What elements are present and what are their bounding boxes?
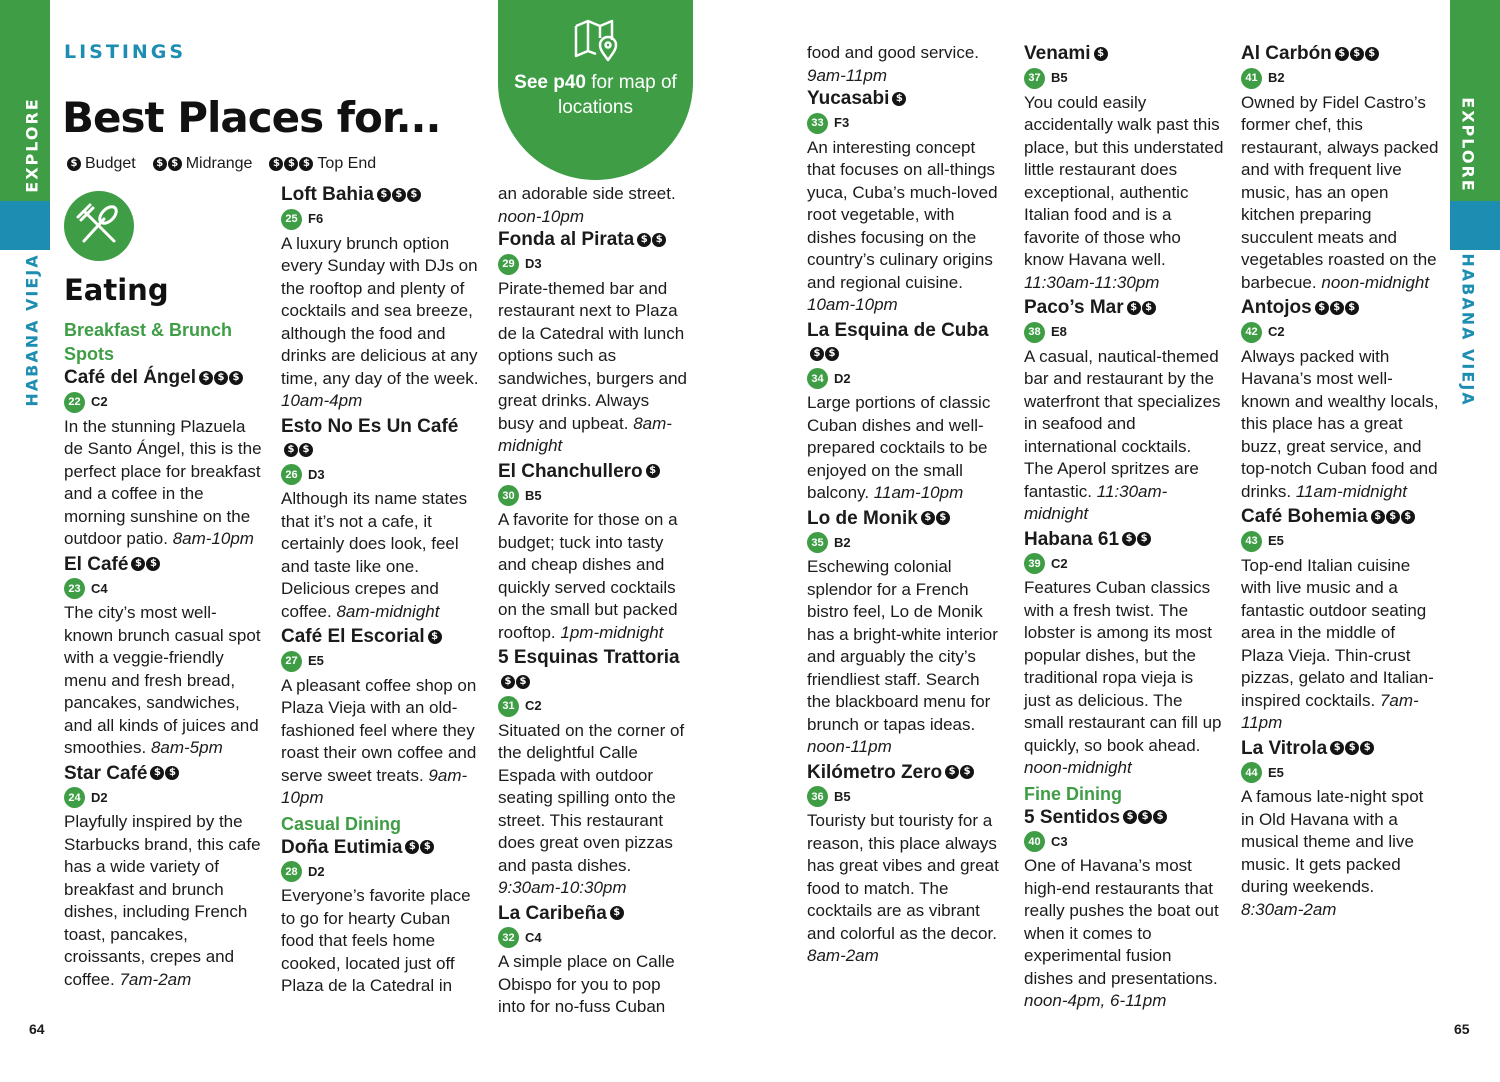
- dollar-coin-icon: $: [652, 233, 666, 247]
- opening-hours: noon-11pm: [807, 737, 892, 756]
- opening-hours: 8am-midnight: [498, 413, 672, 455]
- subheading-breakfast: Breakfast & Brunch Spots: [64, 320, 233, 364]
- dollar-coin-icon: $: [153, 157, 167, 171]
- price-rating: [501, 675, 530, 689]
- grid-reference: F3: [834, 115, 850, 130]
- listing-description: A famous late-night spot in Old Havana with a musical theme and live music. It gets packed during weekends. 8:30am-2am: [1241, 787, 1424, 919]
- opening-hours: 8:30am-2am: [1241, 899, 1337, 919]
- map-reference: [64, 787, 264, 810]
- dollar-coin-icon: $: [1345, 301, 1359, 315]
- area-side-tab: [0, 201, 50, 250]
- listing-description: An interesting concept that focuses on all-things yuca, Cuba’s much-loved root vegetable, with dishes focusing on the country’s culinary origins and regional cuisine. 10am-10pm: [807, 137, 998, 314]
- listing-entry: [1024, 528, 1224, 780]
- dollar-coin-icon: $: [284, 157, 298, 171]
- area-tab-label: HABANA VIEJA: [22, 253, 42, 407]
- listing-name: Paco’s Mar $ $: [1024, 296, 1224, 320]
- price-rating: [1330, 741, 1374, 755]
- grid-reference: C2: [91, 394, 108, 409]
- dollar-coin-icon: $: [1345, 741, 1359, 755]
- price-rating: [405, 840, 434, 854]
- map-marker: 28: [281, 861, 302, 882]
- dollar-coin-icon: $: [1127, 301, 1141, 315]
- listing-name: Lo de Monik $ $: [807, 507, 1007, 531]
- grid-reference: E8: [1051, 324, 1067, 339]
- listing-entry: [1024, 296, 1224, 526]
- grid-reference: E5: [1268, 764, 1284, 780]
- dollar-coin-icon: $: [150, 766, 164, 780]
- map-marker: 24: [64, 787, 85, 808]
- map-reference: [1241, 67, 1441, 90]
- grid-reference: B2: [1268, 70, 1285, 85]
- grid-reference: E5: [308, 653, 324, 668]
- listing-name: Fonda al Pirata $ $: [498, 228, 688, 252]
- dollar-coin-icon: $: [1330, 741, 1344, 755]
- dollar-coin-icon: $: [1330, 301, 1344, 315]
- dollar-coin-icon: $: [1094, 47, 1108, 61]
- map-marker: 29: [498, 254, 519, 275]
- listing-description: Although its name states that it’s not a cafe, it certainly does look, feel and taste like one. Delicious crepes and coffee. 8am-midnight: [281, 489, 468, 621]
- column-5: [1024, 42, 1224, 1015]
- grid-reference: C2: [525, 698, 542, 713]
- listing-name: Café Bohemia $ $ $: [1241, 505, 1441, 529]
- dollar-coin-icon: $: [284, 443, 298, 457]
- listing-entry: [498, 902, 688, 1019]
- grid-reference: B5: [1051, 70, 1068, 85]
- listing-description: Eschewing colonial splendor for a French bistro feel, Lo de Monik has a bright-white interior and arguably the city’s friendliest staff. Search the blackboard menu for brunch or tapas ideas. noon-11pm: [807, 557, 998, 756]
- listing-entry: [1241, 296, 1441, 503]
- dollar-coin-icon: $: [428, 630, 442, 644]
- map-marker: 44: [1241, 762, 1262, 783]
- dollar-coin-icon: $: [1137, 532, 1151, 546]
- listing-description: One of Havana’s most high-end restaurants that really pushes the boat out when it comes to experimental fusion dishes and presentations. noon-4pm, 6-11pm: [1024, 856, 1219, 1010]
- map-reference: [281, 861, 481, 884]
- listing-name: Venami $: [1024, 42, 1224, 66]
- dollar-coin-icon: $: [1350, 47, 1364, 61]
- dollar-coin-icon: $: [1386, 510, 1400, 524]
- grid-reference: D3: [525, 256, 542, 271]
- listing-entry: [498, 228, 688, 458]
- price-rating: [199, 371, 243, 385]
- map-marker: 22: [64, 392, 85, 413]
- dollar-coin-icon: $: [420, 840, 434, 854]
- listing-description: Situated on the corner of the delightful Calle Espada with outdoor seating spilling onto the street. This restaurant does great oven pizzas and pasta dishes. 9:30am-10:30pm: [498, 720, 685, 897]
- map-marker: 31: [498, 696, 519, 717]
- map-reference: [64, 391, 264, 414]
- map-reference: [807, 532, 1007, 555]
- price-rating: [1123, 810, 1167, 824]
- page-number-left: 64: [29, 1021, 45, 1037]
- dollar-coin-icon: $: [407, 188, 421, 202]
- dollar-coin-icon: $: [1371, 510, 1385, 524]
- map-reference: [1241, 321, 1441, 344]
- dollar-coin-icon: $: [299, 157, 313, 171]
- listing-entry: [1024, 806, 1224, 1013]
- map-reference: [498, 695, 688, 718]
- opening-hours: 10am-10pm: [807, 295, 898, 314]
- map-marker: 27: [281, 651, 302, 672]
- subheading-casual: Casual Dining: [281, 813, 402, 834]
- grid-reference: C4: [525, 929, 542, 945]
- map-marker: 23: [64, 578, 85, 599]
- explore-tab-label: EXPLORE: [22, 97, 42, 193]
- opening-hours: 10am-4pm: [281, 391, 363, 410]
- listing-description: Playfully inspired by the Starbucks brand, this cafe has a wide variety of breakfast and brunch dishes, including French toast, pancakes, croissants, crepes and coffee. 7am-2am: [64, 812, 261, 989]
- listing-entry: [498, 460, 688, 645]
- dollar-coin-icon: $: [229, 371, 243, 385]
- explore-tab-label-right: EXPLORE: [1458, 97, 1478, 193]
- opening-hours: 8am-midnight: [336, 601, 440, 621]
- listing-name: 5 Esquinas Trattoria $ $: [498, 647, 680, 687]
- grid-reference: D2: [834, 370, 851, 386]
- dollar-coin-icon: $: [1360, 741, 1374, 755]
- listing-name: Café El Escorial $: [281, 625, 481, 649]
- continued-text: an adorable side street.: [498, 184, 676, 203]
- map-marker: 41: [1241, 68, 1262, 89]
- dollar-coin-icon: $: [405, 840, 419, 854]
- dollar-coin-icon: $: [199, 371, 213, 385]
- listing-name: Café del Ángel $ $ $: [64, 366, 264, 390]
- listing-description: Always packed with Havana’s most well-known and wealthy locals, this place has a great buzz, great service, and top-notch Cuban food and drinks. 11am-midnight: [1241, 346, 1439, 501]
- dollar-coin-icon: $: [1365, 47, 1379, 61]
- listing-entry: [807, 87, 1007, 317]
- area-tab-label-right: HABANA VIEJA: [1458, 253, 1478, 407]
- map-pin-icon: [572, 18, 620, 62]
- column-4: [807, 42, 1007, 970]
- listing-description: You could easily accidentally walk past this place, but this understated little restaurant does exceptional, authentic Italian food and is a favorite of those who know Havana well. 11:30am-11:30pm: [1024, 92, 1224, 292]
- map-marker: 32: [498, 927, 519, 948]
- listing-entry: [64, 366, 264, 551]
- listing-description: A favorite for those on a budget; tuck into tasty and cheap dishes and quickly served cocktails on the small but packed rooftop. 1pm-midnight: [498, 510, 678, 642]
- listing-name: Habana 61 $ $: [1024, 528, 1224, 552]
- price-rating: [67, 157, 81, 171]
- listing-name: Esto No Es Un Café $ $: [281, 415, 459, 456]
- area-side-tab-right: [1450, 201, 1500, 250]
- opening-hours: 11am-midnight: [1295, 481, 1407, 501]
- grid-reference: D3: [308, 466, 325, 482]
- listing-description: The city’s most well-known brunch casual spot with a veggie-friendly menu and fresh bread, pancakes, sandwiches, and all kinds of juices and smoothies. 8am-5pm: [64, 603, 261, 757]
- listing-entry: [64, 553, 264, 760]
- column-3: [498, 183, 688, 1021]
- listing-name: La Esquina de Cuba $ $: [807, 319, 989, 360]
- listing-description: Pirate-themed bar and restaurant next to Plaza de la Catedral with lunch options such as sandwiches, burgers and great drinks. Always busy and upbeat. 8am-midnight: [498, 278, 688, 455]
- continued-hours: noon-10pm: [498, 206, 585, 226]
- price-rating: [1094, 47, 1108, 61]
- grid-reference: B5: [834, 788, 851, 804]
- map-marker: 38: [1024, 322, 1045, 343]
- map-marker: 25: [281, 209, 302, 230]
- column-6: [1241, 42, 1441, 923]
- map-reference: [807, 368, 1007, 391]
- column-2: [281, 183, 481, 1000]
- page-title: Best Places for...: [62, 93, 441, 142]
- grid-reference: C3: [1051, 833, 1068, 849]
- listing-name: Star Café $ $: [64, 762, 264, 786]
- price-legend: [64, 155, 376, 173]
- map-marker: 42: [1241, 322, 1262, 343]
- map-marker: 33: [807, 113, 828, 134]
- opening-hours: noon-midnight: [1024, 758, 1132, 777]
- map-marker: 43: [1241, 531, 1262, 552]
- listing-entry: [807, 319, 1007, 505]
- dollar-coin-icon: $: [165, 766, 179, 780]
- map-reference: [1241, 762, 1441, 785]
- dollar-coin-icon: $: [392, 188, 406, 202]
- continued-text: food and good service.: [807, 43, 980, 62]
- price-rating: [428, 630, 442, 644]
- price-rating: [284, 443, 313, 457]
- listing-entry: [281, 625, 481, 810]
- dollar-coin-icon: $: [646, 464, 660, 478]
- grid-reference: B2: [834, 534, 851, 550]
- price-rating: [810, 347, 839, 361]
- map-reference: [281, 208, 481, 231]
- dollar-coin-icon: $: [921, 511, 935, 525]
- listing-name: El Café $ $: [64, 553, 264, 577]
- map-reference: [1024, 553, 1224, 576]
- price-rating: [153, 157, 182, 171]
- opening-hours: 1pm-midnight: [560, 622, 664, 642]
- opening-hours: noon-midnight: [1321, 272, 1430, 292]
- opening-hours: 8am-10pm: [172, 529, 254, 548]
- dollar-coin-icon: $: [1122, 532, 1136, 546]
- map-reference: [498, 485, 688, 508]
- opening-hours: 7am-11pm: [1241, 690, 1419, 732]
- listings-label: LISTINGS: [64, 41, 187, 63]
- map-marker: 40: [1024, 831, 1045, 852]
- listing-name: El Chanchullero $: [498, 460, 688, 484]
- listing-description: Large portions of classic Cuban dishes and well-prepared cocktails to be enjoyed on the small balcony. 11am-10pm: [807, 393, 991, 502]
- listing-name: Loft Bahia $ $ $: [281, 183, 481, 207]
- opening-hours: noon-4pm, 6-11pm: [1024, 991, 1167, 1010]
- opening-hours: 8am-5pm: [150, 738, 223, 757]
- map-marker: 37: [1024, 68, 1045, 89]
- legend-top-end: $ $ $ Top End: [266, 155, 376, 173]
- listing-description: A luxury brunch option every Sunday with DJs on the rooftop and plenty of cocktails and sea breeze, although the food and drinks are delicious at any time, any day of the week. 10am-4pm: [281, 233, 479, 410]
- listing-name: La Caribeña $: [498, 902, 688, 926]
- listing-description: Owned by Fidel Castro’s former chef, this restaurant, always packed and with frequent live music, has an open kitchen preparing succulent meats and vegetables roasted on the barbecue. noon-midnight: [1241, 92, 1439, 292]
- grid-reference: C4: [91, 580, 108, 596]
- opening-hours: 11:30am-midnight: [1024, 481, 1168, 523]
- dollar-coin-icon: $: [610, 906, 624, 920]
- grid-reference: B5: [525, 487, 542, 503]
- price-rating: [610, 906, 624, 920]
- price-rating: [150, 766, 179, 780]
- map-marker: 39: [1024, 553, 1045, 574]
- legend-midrange: $ $ Midrange: [150, 155, 253, 173]
- column-1: [64, 268, 264, 993]
- price-rating: [269, 157, 313, 171]
- dollar-coin-icon: $: [637, 233, 651, 247]
- listing-name: La Vitrola $ $ $: [1241, 737, 1441, 761]
- dollar-coin-icon: $: [1123, 810, 1137, 824]
- price-rating: [646, 464, 660, 478]
- dollar-coin-icon: $: [377, 188, 391, 202]
- listing-entry: [807, 507, 1007, 759]
- listing-entry: [498, 646, 688, 900]
- dollar-coin-icon: $: [1335, 47, 1349, 61]
- dollar-coin-icon: $: [1138, 810, 1152, 824]
- listing-name: Yucasabi $: [807, 87, 1007, 111]
- continued-hours: 9am-11pm: [807, 65, 887, 85]
- opening-hours: 9:30am-10:30pm: [498, 878, 627, 897]
- listing-entry: [1241, 737, 1441, 922]
- map-reference: [807, 112, 1007, 135]
- grid-reference: D2: [308, 863, 325, 879]
- listing-entry: [807, 761, 1007, 968]
- map-reference: [498, 253, 688, 276]
- price-rating: [637, 233, 666, 247]
- page-number-right: 65: [1454, 1021, 1470, 1037]
- map-marker: 30: [498, 485, 519, 506]
- grid-reference: D2: [91, 789, 108, 805]
- dollar-coin-icon: $: [516, 675, 530, 689]
- opening-hours: 8am-2am: [807, 946, 879, 965]
- dollar-coin-icon: $: [810, 347, 824, 361]
- dollar-coin-icon: $: [269, 157, 283, 171]
- fork-knife-icon: [64, 191, 134, 261]
- map-reference: [281, 464, 481, 487]
- price-rating: [1335, 47, 1379, 61]
- opening-hours: 11am-10pm: [873, 483, 964, 502]
- listing-description: Top-end Italian cuisine with live music and a fantastic outdoor seating area in the middle of Plaza Vieja. Thin-crust pizzas, gelato and Italian-inspired cocktails. 7am-11pm: [1241, 555, 1434, 732]
- map-reference: [1024, 67, 1224, 90]
- dollar-coin-icon: $: [131, 557, 145, 571]
- dollar-coin-icon: $: [1142, 301, 1156, 315]
- price-rating: [131, 557, 160, 571]
- dollar-coin-icon: $: [936, 511, 950, 525]
- map-reference: [281, 650, 481, 673]
- price-rating: [892, 92, 906, 106]
- listing-description: In the stunning Plazuela de Santo Ángel, this is the perfect place for breakfast and a coffee in the morning sunshine on the outdoor patio. 8am-10pm: [64, 416, 262, 548]
- map-callout-text: See p40 for map of locations: [514, 72, 677, 118]
- dollar-coin-icon: $: [1153, 810, 1167, 824]
- listing-name: Antojos $ $ $: [1241, 296, 1441, 320]
- listing-description: A pleasant coffee shop on Plaza Vieja with an old-fashioned feel where they roast their own coffee and serve sweet treats. 9am-10pm: [281, 675, 477, 807]
- dollar-coin-icon: $: [168, 157, 182, 171]
- dollar-coin-icon: $: [299, 443, 313, 457]
- price-rating: [1122, 532, 1151, 546]
- subheading-fine: Fine Dining: [1024, 783, 1122, 804]
- listing-entry: [64, 762, 264, 992]
- listing-entry: [281, 183, 481, 413]
- dollar-coin-icon: $: [1401, 510, 1415, 524]
- legend-budget: $ Budget: [64, 155, 136, 173]
- dollar-coin-icon: $: [960, 765, 974, 779]
- dollar-coin-icon: $: [892, 92, 906, 106]
- map-reference: [1241, 530, 1441, 553]
- listing-name: Al Carbón $ $ $: [1241, 42, 1441, 66]
- opening-hours: 11:30am-11:30pm: [1024, 272, 1160, 292]
- listing-description: A simple place on Calle Obispo for you to pop into for no-fuss Cuban: [498, 952, 675, 1016]
- listing-description: Features Cuban classics with a fresh twist. The lobster is among its most popular dishes, but the traditional ropa vieja is just as delicious. The small restaurant can fill up quickly, so book ahead. noon-midnight: [1024, 578, 1222, 777]
- dollar-coin-icon: $: [214, 371, 228, 385]
- map-marker: 26: [281, 464, 302, 485]
- listing-description: Touristy but touristy for a reason, this place always has great vibes and great food to match. The cocktails are as vibrant and colorful as the decor. 8am-2am: [807, 811, 999, 965]
- listing-name: Kilómetro Zero $ $: [807, 761, 1007, 785]
- dollar-coin-icon: $: [501, 675, 515, 689]
- listing-description: Everyone’s favorite place to go for hearty Cuban food that feels home cooked, located just off Plaza de la Catedral in: [281, 886, 471, 995]
- map-marker: 34: [807, 368, 828, 389]
- map-reference: [498, 927, 688, 950]
- price-rating: [945, 765, 974, 779]
- listing-description: A casual, nautical-themed bar and restaurant by the waterfront that specializes in seafood and international cocktails. The Aperol spritzes are fantastic. 11:30am-midnight: [1024, 346, 1221, 523]
- listing-entry: [1241, 42, 1441, 294]
- listing-name: 5 Sentidos $ $ $: [1024, 806, 1224, 830]
- listing-entry: [1024, 42, 1224, 294]
- listing-name: Doña Eutimia $ $: [281, 836, 481, 860]
- dollar-coin-icon: $: [67, 157, 81, 171]
- price-rating: [1315, 301, 1359, 315]
- map-marker: 35: [807, 532, 828, 553]
- grid-reference: F6: [308, 211, 324, 226]
- grid-reference: C2: [1051, 555, 1068, 571]
- dollar-coin-icon: $: [146, 557, 160, 571]
- grid-reference: E5: [1268, 533, 1284, 548]
- map-reference: [1024, 321, 1224, 344]
- dollar-coin-icon: $: [825, 347, 839, 361]
- map-marker: 36: [807, 786, 828, 807]
- opening-hours: 9am-10pm: [281, 765, 468, 807]
- listing-entry: [1241, 505, 1441, 735]
- opening-hours: 7am-2am: [119, 969, 192, 989]
- map-reference: [1024, 831, 1224, 854]
- map-callout[interactable]: [498, 0, 693, 180]
- map-reference: [64, 578, 264, 601]
- grid-reference: C2: [1268, 324, 1285, 339]
- listing-entry: [281, 415, 481, 624]
- listing-entry: [281, 836, 481, 998]
- dollar-coin-icon: $: [945, 765, 959, 779]
- dollar-coin-icon: $: [1315, 301, 1329, 315]
- section-title: Eating: [64, 273, 169, 307]
- price-rating: [377, 188, 421, 202]
- price-rating: [1127, 301, 1156, 315]
- map-reference: [807, 786, 1007, 809]
- price-rating: [921, 511, 950, 525]
- price-rating: [1371, 510, 1415, 524]
